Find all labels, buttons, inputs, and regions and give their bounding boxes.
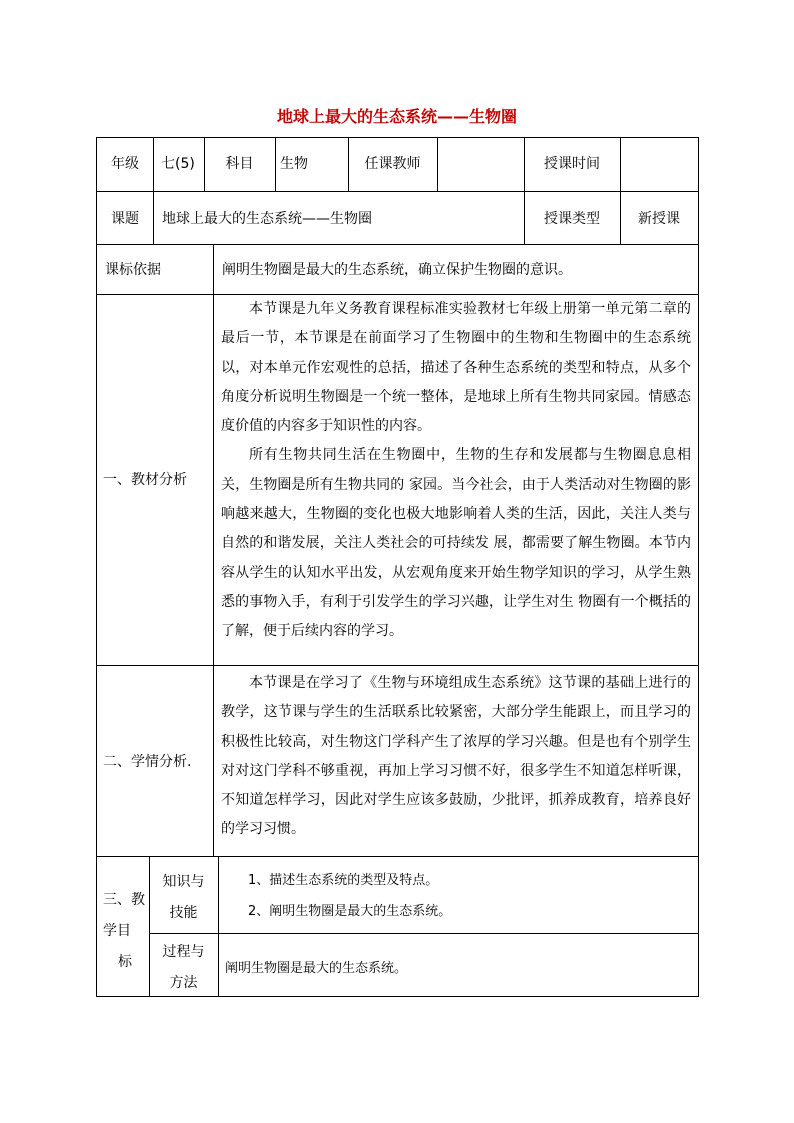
student-analysis-paragraph: 本节课是在学习了《生物与环境组成生态系统》这节课的基础上进行的教学，这节课与学生的生活联系比较紧密，大部分学生能跟上，而且学习的积极性比较高，对生物这门学科产生了浓厚的学习兴趣。但是也有个别学生对对这门学科不够重视，再加上学习习惯不好，很多学生不知道怎样听课，不知道怎样学习，因此对学生应该多鼓励，少批评，抓养成教育，培养良好的学习习惯。 xyxy=(221,675,691,838)
student-analysis-label: 二、学情分析. xyxy=(103,754,192,770)
subject-label: 科目 xyxy=(225,156,254,172)
list-item: 1、描述生态系统的类型及特点。 xyxy=(248,873,439,888)
type-value: 新授课 xyxy=(638,211,680,227)
grade-label: 年级 xyxy=(111,156,139,172)
row-divider xyxy=(97,856,698,857)
grade-value: 七(5) xyxy=(161,156,195,172)
topic-value: 地球上最大的生态系统——生物圈 xyxy=(162,211,372,227)
teacher-label: 任课教师 xyxy=(364,156,421,172)
teaching-objectives-label xyxy=(103,885,147,978)
knowledge-skills-label xyxy=(149,867,218,929)
col-divider xyxy=(218,856,219,997)
process-methods-value: 阐明生物圈是最大的生态系统。 xyxy=(225,961,408,976)
col-divider xyxy=(275,138,276,191)
document-title: 地球上最大的生态系统——生物圈 xyxy=(276,107,517,126)
lesson-plan-table xyxy=(96,137,699,997)
col-divider xyxy=(213,244,214,856)
textbook-analysis-label: 一、教材分析 xyxy=(103,472,187,488)
teaching-objectives-label-line3: 标 xyxy=(118,954,132,970)
knowledge-skills-list xyxy=(248,865,688,927)
row-divider xyxy=(149,933,698,934)
teaching-objectives-label-line2: 学目 xyxy=(103,923,131,939)
curriculum-basis-label: 课标依据 xyxy=(105,262,161,278)
row-divider xyxy=(97,665,698,666)
time-label: 授课时间 xyxy=(544,156,600,172)
curriculum-basis-value: 阐明生物圈是最大的生态系统，确立保护生物圈的意识。 xyxy=(222,262,572,278)
list-item: 2、阐明生物圈是最大的生态系统。 xyxy=(248,904,452,919)
topic-label: 课题 xyxy=(111,211,139,227)
textbook-analysis-paragraph-2: 所有生物共同生活在生物圈中，生物的生存和发展都与生物圈息息相关，生物圈是所有生物共同的 家园。当今社会，由于人类活动对生物圈的影响越来越大，生物圈的变化也极大地影响着人类的生活，因此，关注人类与自然的和谐发展，关注人类社会的可持续发 展，都需要了解生物圈。本节内容从学生的认知水平出发，从宏观角度来开始生物学知识的学习，从学生熟悉的事物入手，有利于引发学生的学习兴趣，让学生对生 物圈有一个概括的了解，便于后续内容的学习。 xyxy=(221,447,691,640)
process-methods-label-line2: 方法 xyxy=(169,975,198,991)
teaching-objectives-label-line1: 三、教 xyxy=(103,892,145,908)
textbook-analysis-content xyxy=(221,295,691,647)
textbook-analysis-paragraph-1: 本节课是九年义务教育课程标准实验教材七年级上册第一单元第二章的最后一节，本节课是在前面学习了生物圈中的生物和生物圈中的生态系统以，对本单元作宏观性的总括，描述了各种生态系统的类型和特点，从多个角度分析说明生物圈是一个统一整体，是地球上所有生物共同家园。情感态度价值的内容多于知识性的内容。 xyxy=(221,301,691,435)
process-methods-label-line1: 过程与 xyxy=(162,944,205,960)
row-divider xyxy=(97,244,698,245)
col-divider xyxy=(153,138,154,244)
student-analysis-content xyxy=(221,669,691,845)
col-divider xyxy=(620,138,621,244)
knowledge-skills-label-line2: 技能 xyxy=(169,905,198,921)
col-divider xyxy=(437,138,438,191)
col-divider xyxy=(524,138,525,244)
row-divider xyxy=(97,191,698,192)
subject-value: 生物 xyxy=(280,156,308,172)
type-label: 授课类型 xyxy=(544,211,600,227)
process-methods-label xyxy=(149,937,218,999)
knowledge-skills-label-line1: 知识与 xyxy=(162,874,205,890)
